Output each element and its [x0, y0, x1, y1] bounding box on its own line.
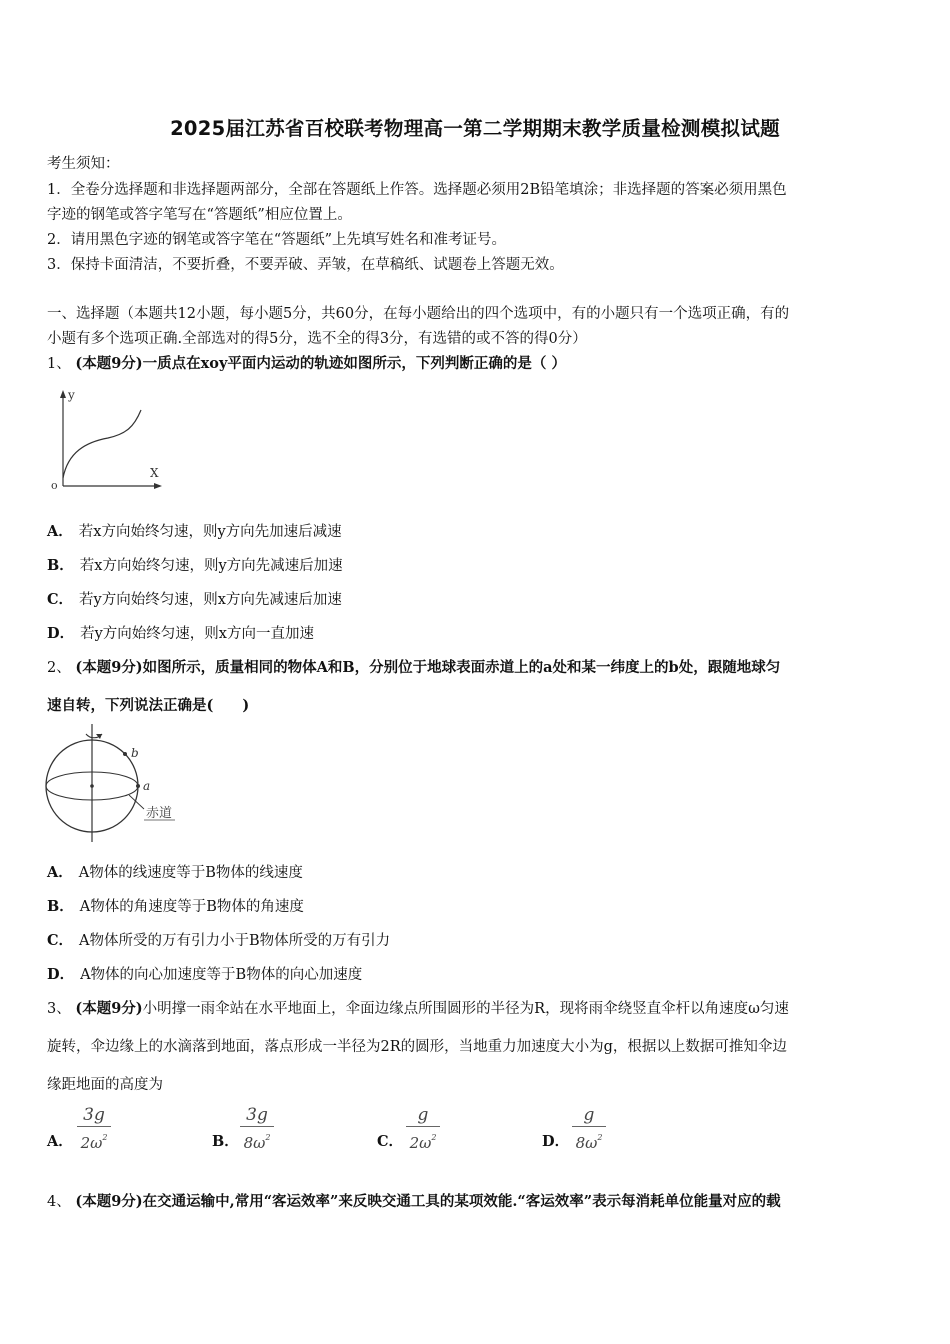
- q3-score: (本题9分): [75, 1000, 143, 1017]
- q1-option-d[interactable]: D． 若y方向始终匀速，则x方向一直加速: [47, 625, 314, 642]
- q2-stem-text: 如图所示，质量相同的物体A和B，分别位于地球表面赤道上的a处和某一纬度上的b处，跟随地球匀: [142, 659, 781, 676]
- q2-option-a[interactable]: A． A物体的线速度等于B物体的线速度: [47, 864, 303, 881]
- notice-item-1-cont: 字迹的钢笔或答字笔写在“答题纸”相应位置上。: [47, 207, 352, 223]
- q2-option-b[interactable]: B． A物体的角速度等于B物体的角速度: [47, 898, 304, 915]
- q3-stem-line2: 旋转，伞边缘上的水滴落到地面，落点形成一半径为2R的圆形，当地重力加速度大小为g，根据以上数据可推知伞边: [47, 1039, 787, 1055]
- q1-option-c[interactable]: C． 若y方向始终匀速，则x方向先减速后加速: [47, 591, 342, 608]
- q1-option-b[interactable]: B． 若x方向始终匀速，则y方向先减速后加速: [47, 557, 343, 574]
- q1-y-arrow: [60, 390, 66, 398]
- q2-point-a-label: a: [143, 779, 151, 793]
- q2-equator-label: 赤道: [146, 806, 173, 821]
- q1-trajectory-curve: [63, 410, 141, 478]
- q3-option-c-fraction: g $2\omega^2$: [406, 1105, 440, 1152]
- q3-stem: [47, 997, 789, 1018]
- q2-earth-figure: [38, 720, 188, 845]
- q1-stem: [47, 352, 566, 373]
- q1-score: (本题9分): [75, 355, 143, 372]
- q1-x-arrow: [154, 483, 162, 489]
- q1-trajectory-figure: [44, 382, 174, 497]
- q2-score: (本题9分): [75, 659, 143, 676]
- q1-option-a[interactable]: A． 若x方向始终匀速，则y方向先加速后减速: [47, 523, 342, 540]
- q4-stem-text: 在交通运输中,常用“客运效率”来反映交通工具的某项效能.“客运效率”表示每消耗单位能量对应的载: [142, 1193, 781, 1210]
- notice-item-1: 1．全卷分选择题和非选择题两部分，全部在答题纸上作答。选择题必须用2B铅笔填涂；非选择题的答案必须用黑色: [47, 182, 787, 198]
- q1-stem-text: 一质点在xoy平面内运动的轨迹如图所示，下列判断正确的是（ ）: [142, 355, 566, 372]
- q2-earth-center: [90, 784, 94, 788]
- section-heading-line2: 小题有多个选项正确.全部选对的得5分，选不全的得3分，有选错的或不答的得0分）: [47, 331, 587, 347]
- notice-heading: 考生须知：: [47, 156, 120, 172]
- q1-x-label: X: [150, 466, 159, 480]
- q2-stem-line2: 速自转，下列说法正确是( ): [47, 697, 250, 714]
- q3-option-a-fraction: 3g $2\omega^2$: [77, 1105, 111, 1152]
- q3-option-b-fraction: 3g $8\omega^2$: [240, 1105, 274, 1152]
- q2-point-a: [136, 784, 140, 788]
- q3-stem-line3: 缘距地面的高度为: [47, 1077, 163, 1093]
- q1-origin-label: o: [51, 479, 58, 492]
- q2-option-d[interactable]: D． A物体的向心加速度等于B物体的向心加速度: [47, 966, 363, 983]
- q3-stem-text: 小明撑一雨伞站在水平地面上，伞面边缘点所围圆形的半径为R，现将雨伞绕竖直伞杆以角速度ω匀速: [142, 1001, 789, 1017]
- q3-number: 3、: [47, 1001, 71, 1017]
- q2-rotation-arrowhead: [96, 734, 102, 739]
- q4-number: 4、: [47, 1194, 71, 1210]
- q4-score: (本题9分): [75, 1193, 143, 1210]
- q2-point-b: [123, 752, 127, 756]
- q1-y-label: y: [68, 388, 75, 402]
- q1-number: 1、: [47, 356, 71, 372]
- q2-point-b-label: b: [131, 746, 139, 760]
- q4-stem: [47, 1190, 781, 1211]
- notice-item-3: 3．保持卡面清洁，不要折叠，不要弄破、弄皱，在草稿纸、试题卷上答题无效。: [47, 257, 564, 273]
- q3-option-d-fraction: g $8\omega^2$: [572, 1105, 606, 1152]
- section-heading-line1: 一、选择题（本题共12小题，每小题5分，共60分，在每小题给出的四个选项中，有的小题只有一个选项正确，有的: [47, 306, 790, 322]
- notice-item-2: 2．请用黑色字迹的钢笔或答字笔在“答题纸”上先填写姓名和准考证号。: [47, 232, 507, 248]
- page-title: 2025届江苏省百校联考物理高一第二学期期末教学质量检测模拟试题: [170, 117, 780, 140]
- q2-option-c[interactable]: C． A物体所受的万有引力小于B物体所受的万有引力: [47, 932, 391, 949]
- q2-number: 2、: [47, 660, 71, 676]
- q2-stem: [47, 656, 780, 677]
